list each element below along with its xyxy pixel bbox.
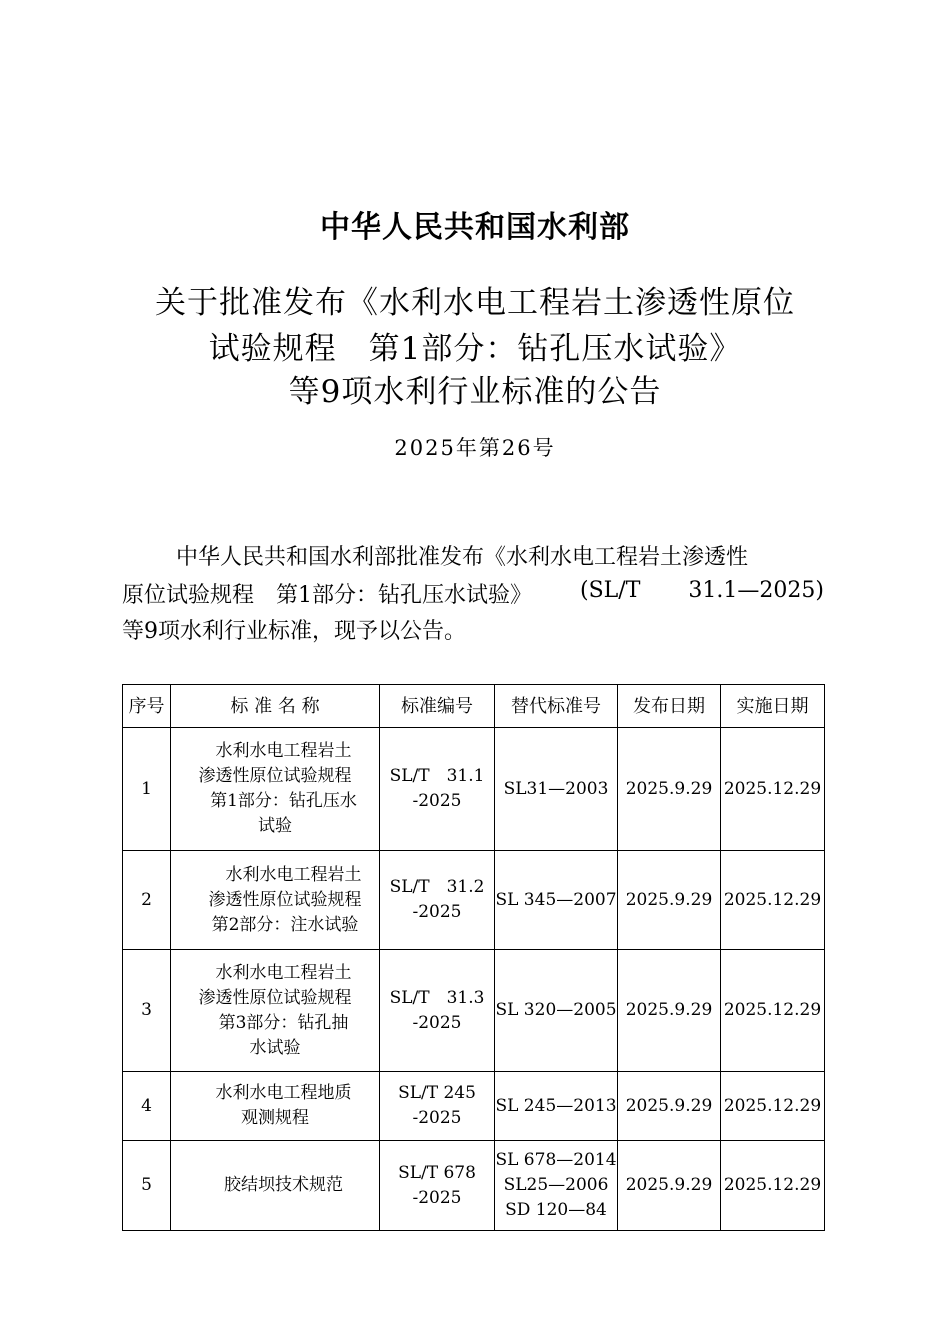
body-text-line-1: 中华人民共和国水利部批准发布《水利水电工程岩土渗透性 <box>176 545 749 570</box>
cell-standard-name <box>171 950 380 1072</box>
code-line: -2025 <box>412 1187 462 1208</box>
code-line: -2025 <box>412 902 462 922</box>
code-line: SL/T 678 <box>398 1162 476 1183</box>
cell-seq: 3 <box>123 950 171 1072</box>
column-header-seq: 序号 <box>123 685 171 728</box>
cell-standard-name <box>171 851 380 950</box>
replaced-line: SL31—2003 <box>503 778 609 799</box>
code-line: SL/T 31.1 <box>389 766 485 786</box>
table-row <box>123 1072 825 1141</box>
replaced-line: SL 245—2013 <box>495 1095 617 1116</box>
name-line: 水利水电工程岩土 <box>198 962 352 983</box>
cell-replaced-standard <box>495 851 618 950</box>
replaced-line: SL 678—2014 <box>495 1150 617 1170</box>
replaced-line: SL 320—2005 <box>495 1000 617 1020</box>
cell-publish-date: 2025.9.29 <box>618 950 721 1072</box>
cell-publish-date: 2025.9.29 <box>618 1141 721 1231</box>
cell-replaced-standard <box>495 1072 618 1141</box>
replaced-line: SL 345—2007 <box>495 889 617 910</box>
column-header-replaced: 替代标准号 <box>495 685 618 728</box>
name-line: 试验 <box>258 816 292 836</box>
cell-standard-name <box>171 1072 380 1141</box>
issuing-authority: 中华人民共和国水利部 <box>320 210 630 245</box>
body-text-segment: 原位试验规程 第1部分：钻孔压水试验》 <box>122 583 532 608</box>
table-row <box>123 950 825 1072</box>
code-line: -2025 <box>412 791 462 811</box>
announcement-title-line-2: 试验规程 第1部分：钻孔压水试验》 <box>208 331 742 367</box>
body-text-segment: 31.1—2025) <box>688 578 824 603</box>
name-line: 水利水电工程岩土 <box>208 864 362 885</box>
code-line: SL/T 31.3 <box>389 987 485 1008</box>
body-text-line-2 <box>122 578 824 609</box>
code-line: SL/T 31.2 <box>389 877 485 897</box>
cell-publish-date: 2025.9.29 <box>618 728 721 851</box>
cell-seq: 1 <box>123 728 171 851</box>
code-line: SL/T 245 <box>398 1083 476 1103</box>
cell-publish-date: 2025.9.29 <box>618 851 721 950</box>
code-line: -2025 <box>412 1012 462 1033</box>
replaced-line: SD 120—84 <box>505 1200 607 1220</box>
name-line: 渗透性原位试验规程 <box>198 987 352 1008</box>
table-row <box>123 728 825 851</box>
cell-replaced-standard <box>495 1141 618 1231</box>
cell-standard-code <box>380 1072 495 1141</box>
announcement-title-line-3: 等9项水利行业标准的公告 <box>288 374 662 410</box>
name-line: 第1部分：钻孔压水 <box>193 791 357 811</box>
name-line: 水利水电工程岩土 <box>198 741 352 761</box>
cell-implement-date: 2025.12.29 <box>721 1072 825 1141</box>
cell-replaced-standard <box>495 728 618 851</box>
cell-implement-date: 2025.12.29 <box>721 728 825 851</box>
cell-standard-code <box>380 851 495 950</box>
name-line: 胶结坝技术规范 <box>207 1175 343 1195</box>
table-header-row <box>123 685 825 728</box>
name-line: 观测规程 <box>241 1108 309 1128</box>
document-number: 2025年第26号 <box>394 436 556 460</box>
cell-implement-date: 2025.12.29 <box>721 1141 825 1231</box>
column-header-publish-date: 发布日期 <box>618 685 721 728</box>
cell-standard-code <box>380 950 495 1072</box>
announcement-title-line-1: 关于批准发布《水利水电工程岩土渗透性原位 <box>155 285 795 321</box>
name-line: 渗透性原位试验规程 <box>198 766 352 786</box>
standards-table <box>122 684 825 1231</box>
code-line: -2025 <box>412 1108 462 1128</box>
name-line: 水利水电工程地质 <box>198 1083 352 1103</box>
cell-standard-name <box>171 728 380 851</box>
cell-standard-name <box>171 1141 380 1231</box>
cell-seq: 2 <box>123 851 171 950</box>
cell-replaced-standard <box>495 950 618 1072</box>
cell-standard-code <box>380 728 495 851</box>
cell-implement-date: 2025.12.29 <box>721 851 825 950</box>
table-row <box>123 851 825 950</box>
table-row <box>123 1141 825 1231</box>
name-line: 第2部分：注水试验 <box>211 914 359 935</box>
column-header-implement-date: 实施日期 <box>721 685 825 728</box>
cell-seq: 4 <box>123 1072 171 1141</box>
name-line: 渗透性原位试验规程 <box>208 889 362 910</box>
cell-seq: 5 <box>123 1141 171 1231</box>
body-text-segment: (SL/T <box>580 578 641 603</box>
cell-publish-date: 2025.9.29 <box>618 1072 721 1141</box>
cell-implement-date: 2025.12.29 <box>721 950 825 1072</box>
replaced-line: SL25—2006 <box>503 1175 609 1195</box>
name-line: 第3部分：钻孔抽 <box>201 1012 349 1033</box>
column-header-name: 标 准 名 称 <box>171 685 380 728</box>
column-header-code: 标准编号 <box>380 685 495 728</box>
cell-standard-code <box>380 1141 495 1231</box>
name-line: 水试验 <box>249 1037 301 1058</box>
body-text-line-3: 等9项水利行业标准，现予以公告。 <box>122 619 466 644</box>
